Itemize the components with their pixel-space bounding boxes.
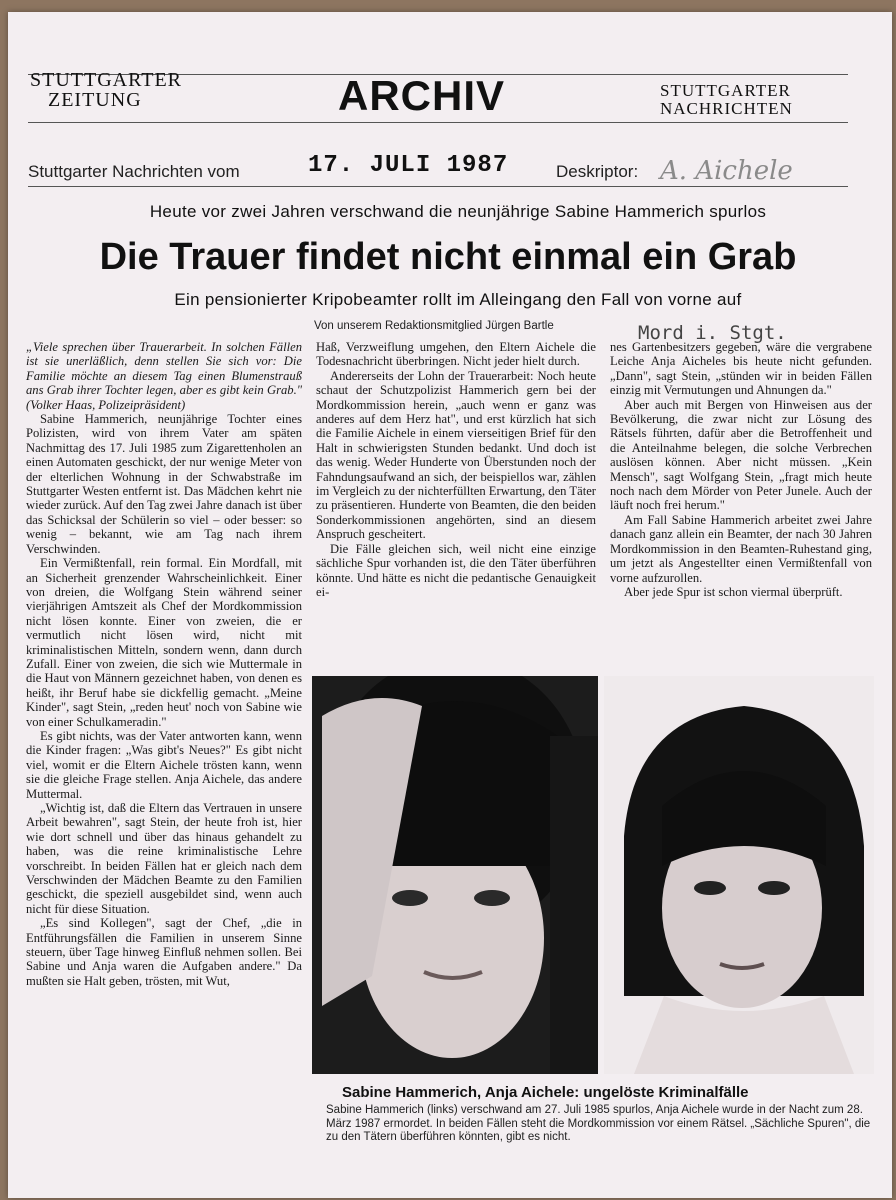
paragraph: „Wichtig ist, daß die Eltern das Vertrauen in unsere Arbeit bewahren", sagt Stein, der heute froh ist, hier wie dort schnell und über das hinaus gehandelt zu haben, was die reine kriminalistische Lehre vorschreibt. In beiden Fällen hat er gleich nach dem Verschwinden der Mädchen Beamte zu den Familien geschickt, die speziell ausgebildet sind, wenn auch nicht für diese Situation. xyxy=(26,801,302,916)
paragraph: Aber jede Spur ist schon viermal überprüft. xyxy=(624,584,843,599)
masthead-stuttgarter-nachrichten xyxy=(660,82,793,118)
paragraph: Aber auch mit Bergen von Hinweisen aus der Bevölkerung, die zwar nicht zur Lösung des Rätsels führten, dafür aber die Betroffenheit und die Anteilnahme belegen, die solche Verbrechen auslösen können. Aber nicht müssen. „Kein Mensch", sagt Wolfgang Stein, „fragt mich heute noch nach dem Mörder von Peter Junele. Auch der läuft noch frei herum." xyxy=(610,397,872,513)
source-label: Stuttgarter Nachrichten vom xyxy=(28,162,240,181)
paragraph: Es gibt nichts, was der Vater antworten kann, wenn die Kinder fragen: „Was gibt's Neues?" Es gibt nicht viel, womit er die Eltern Aichele trösten kann, wenn sie die gleiche Frage stellen. Anja Aichele, das andere Muttermal. xyxy=(26,728,302,801)
stamped-date: 17. JULI 1987 xyxy=(308,152,509,179)
paragraph: „Es sind Kollegen", sagt der Chef, „die in Entführungsfällen die Familien in unserem Sinne steuern, über Tage hinweg Einfluß nehmen sollen. Bei Sabine und Anja waren die Aufgaben andere." Da mußten sie Halt geben, trösten, mit Wut, xyxy=(26,916,302,988)
paragraph: Am Fall Sabine Hammerich arbeitet zwei Jahre danach ganz allein ein Beamter, der nach 30 Jahren Mordkommission in den Beamten-Ruhestand ging, um jetzt als Angestellter einen Vermißtenfall von vorne aufzurollen. xyxy=(610,512,872,585)
intro-quote: „Viele sprechen über Trauerarbeit. In solchen Fällen ist sie unerläßlich, denn stellen Sie sich vor: Die Familie möchte an diesem Tag einen Blumenstrauß ans Grab ihrer Tochter legen, aber es gibt kein Grab." (Volker Haas, Polizeipräsident) xyxy=(26,340,302,412)
article-column-2 xyxy=(316,340,596,599)
photo-caption-title: Sabine Hammerich, Anja Aichele: ungelöste Kriminalfälle xyxy=(342,1084,749,1101)
article-byline: Von unserem Redaktionsmitglied Jürgen Bartle xyxy=(314,320,554,332)
paragraph: Andererseits der Lohn der Trauerarbeit: Noch heute schaut der Schutzpolizist Hammerich gern bei der Mordkommission herein, „auch wenn er ganz was anderes auf dem Herz hat", und erst kürzlich hat sich die Familie Aichele in einem vierseitigen Brief für den Halt in schwierigsten Stunden bedankt. Und doch ist das wenig. Weder Hunderte von Überstunden noch der Fahndungsaufwand an sich, der beispiellos war, zählen im Vergleich zu der nichterfüllten Erwartung, den Täter zu präsentieren. Hunderte von Beamten, die den beiden Sonderkommissionen angehörten, sind an diesem Anspruch gescheitert. xyxy=(316,368,596,542)
handwritten-note: Mord i. Stgt. xyxy=(638,322,787,344)
paragraph: Haß, Verzweiflung umgehen, den Eltern Aichele die Todesnachricht überbringen. Nicht jeder hielt durch. xyxy=(316,340,596,369)
masthead-right-line2: NACHRICHTEN xyxy=(660,99,793,118)
masthead-left-line1: STUTTGARTER xyxy=(30,69,183,91)
masthead-rule-mid xyxy=(28,122,848,123)
archive-meta-row xyxy=(28,152,858,192)
masthead-stuttgarter-zeitung xyxy=(30,70,182,110)
article-kicker: Heute vor zwei Jahren verschwand die neunjährige Sabine Hammerich spurlos xyxy=(149,202,767,221)
masthead-left-line2: ZEITUNG xyxy=(48,89,142,111)
descriptor-label: Deskriptor: xyxy=(556,162,639,181)
descriptor-handwritten: A. Aichele xyxy=(660,156,793,186)
paragraph: Die Fälle gleichen sich, weil nicht eine einzige sächliche Spur vorhanden ist, die den Täter überführen könnte. Und hätte es nicht die pedantische Genauigkeit ei- xyxy=(316,541,596,599)
masthead-right-line1: STUTTGARTER xyxy=(660,81,791,100)
paragraph: Sabine Hammerich, neunjährige Tochter eines Polizisten, wird von ihrem Vater am späten Nachmittag des 17. Juli 1985 zum Zigarettenholen an einen Automaten geschickt, der nur wenige Meter von der elterlichen Wohnung in der Schwabstraße im Stuttgarter Westen entfernt ist. Das Mädchen kehrt nie wieder zurück. Auf den Tag zwei Jahre danach ist über das Schicksal der Schülerin so viel – oder besser: so wenig – bekannt, wie am Tag nach ihrem Verschwinden. xyxy=(26,412,302,556)
paragraph: Ein Vermißtenfall, rein formal. Ein Mordfall, mit an Sicherheit grenzender Wahrscheinlichkeit. Einer von dreien, die Wolfgang Stein während seiner vierjährigen Amtszeit als Chef der Mordkommission nicht lösen konnte. Einer von zweien, die er vermutlich nicht lösen wird, nicht mit kriminalistischen Mitteln, sondern wenn, dann durch Zufall. Einer von zweien, die sich wie Muttermale in die Haut von Männern gezeichnet haben, von denen es heißt, ihr Beruf habe sie dickfellig gemacht. „Meine Kinder", sagt Stein, „reden heut' noch von Sabine wie von einer Schulkameradin." xyxy=(26,556,302,729)
article-column-3 xyxy=(610,340,872,599)
article-column-1 xyxy=(26,340,302,988)
photo-sabine-hammerich xyxy=(312,676,598,1074)
masthead-archiv: ARCHIV xyxy=(338,72,506,119)
article-subhead: Ein pensionierter Kripobeamter rollt im Alleingang den Fall von vorne auf xyxy=(174,290,742,309)
photo-anja-aichele xyxy=(604,676,874,1074)
article-headline: Die Trauer findet nicht einmal ein Grab xyxy=(99,236,797,278)
photo-caption-text: Sabine Hammerich (links) verschwand am 27. Juli 1985 spurlos, Anja Aichele wurde in der Nacht zum 28. März 1987 ermordet. In beiden Fällen steht die Mordkommission vor einem Rätsel. „Sächliche Spuren", die zu den Tätern überführen könnten, gibt es nicht. xyxy=(326,1104,871,1143)
paragraph: nes Gartenbesitzers gegeben, wäre die vergrabene Leiche Anja Aicheles bis heute nicht gefunden. „Dann", sagt Stein, „stünden wir in beiden Fällen einzig mit Vermutungen und Ahnungen da." xyxy=(610,340,872,398)
newspaper-clipping xyxy=(8,12,892,1198)
